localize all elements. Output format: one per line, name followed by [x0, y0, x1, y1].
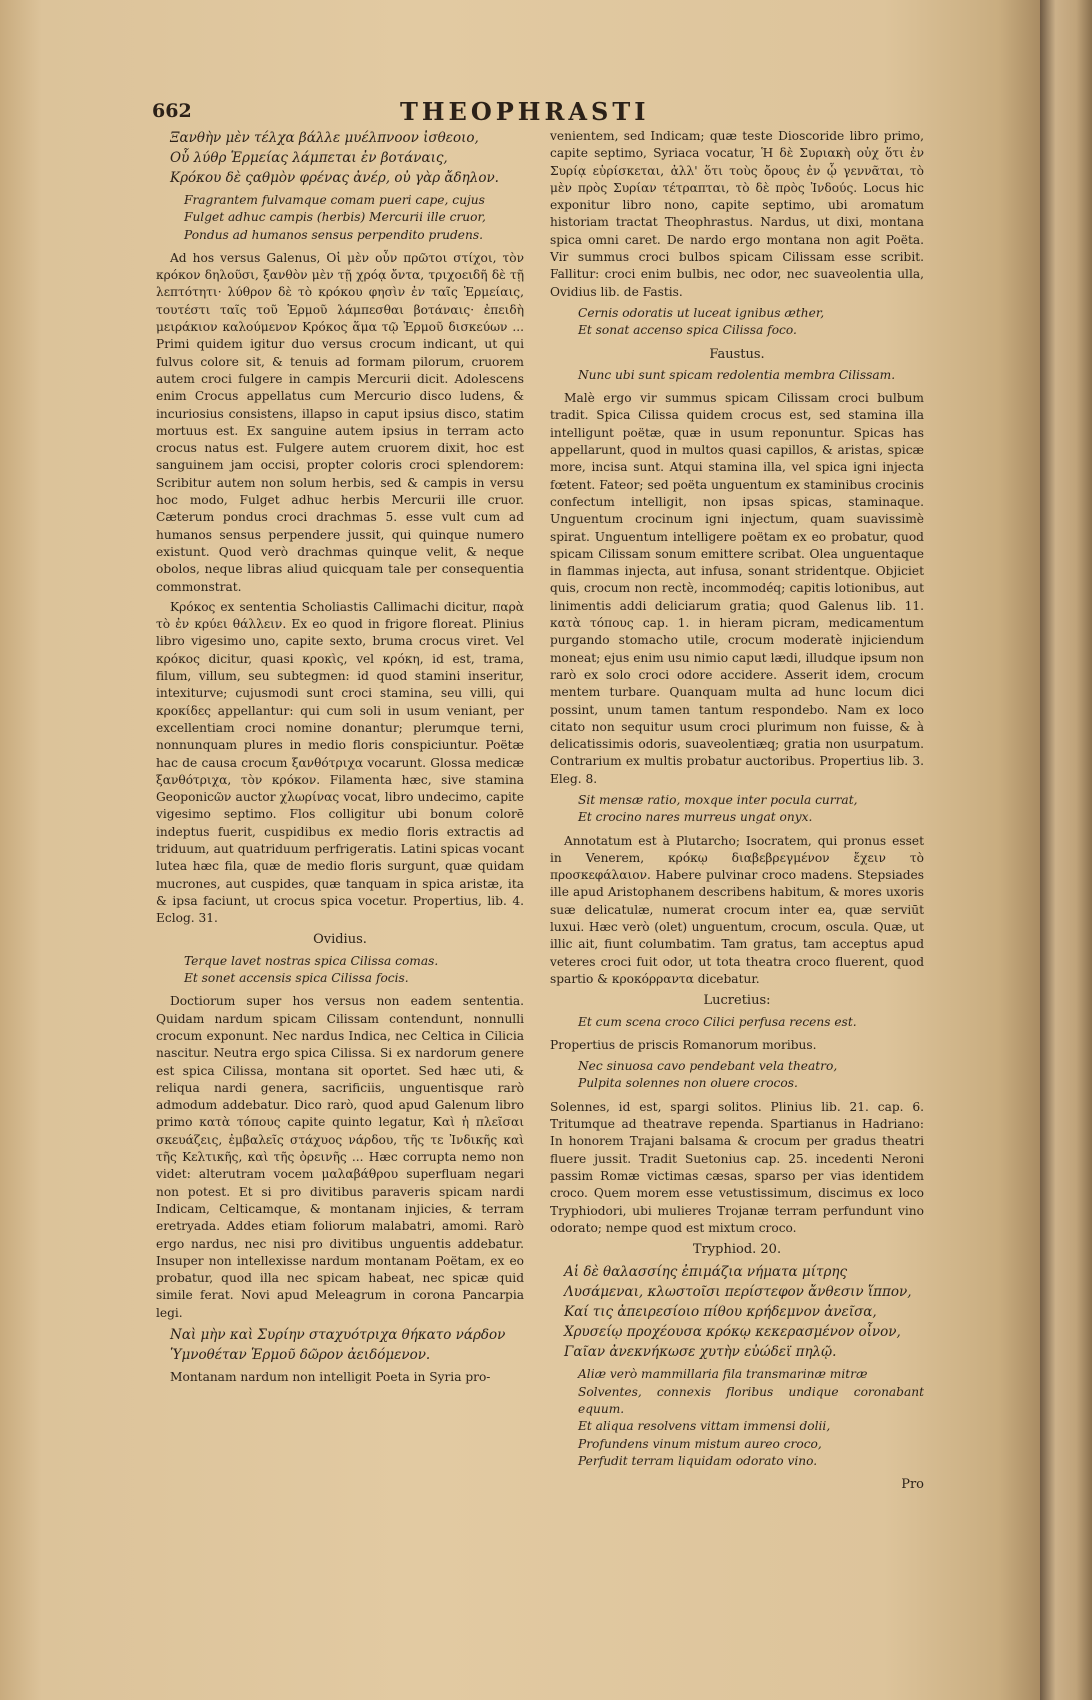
running-title: THEOPHRASTI: [400, 97, 650, 126]
verse-line: Et crocino nares murreus ungat onyx.: [578, 810, 813, 825]
latin-verse-block: [156, 192, 524, 244]
verse-line: Ξανθὴν μὲν τέλχα βάλλε μυέλπνοον ἰσθεοιο,: [170, 130, 479, 146]
left-column: [156, 128, 524, 1389]
verse-line: Et cum scena croco Cilici perfusa recens est.: [578, 1014, 857, 1029]
verse-line: Nec sinuosa cavo pendebant vela theatro,: [578, 1059, 838, 1074]
verse-line: Αἱ δὲ θαλασσίης ἐπιμάζια νήματα μίτρης: [564, 1264, 848, 1281]
verse-line: Ὑμνοθέταν Ἑρμοῦ δῶρον ἀειδόμενον.: [170, 1347, 431, 1363]
fasti-verse-block: [550, 305, 924, 340]
section-heading: Ovidius.: [313, 932, 367, 948]
paragraph: Κρόκος ex sententia Scholiastis Callimachi dicitur, παρὰ τὸ ἐν κρύει θάλλειν. Ex eo quod in frigore floreat. Plinius libro vigesimo uno, capite sexto, bruma crocus viret. Vel κρόκος dicitur, quasi κρoκὶς, vel κρόκη, id est, trama, filum, villum, seu subtegmen: id quod stamini inseritur, intexiturve; cujusmodi sunt croci stamina, seu villi, qui κροκίδες appellantur: qui cum soli in usum veniant, per excellentiam croci nomine donantur; plerumque terni, nonnunquam plures in medio floris conspiciuntur. Poëtæ hac de causa crocum ξανθότριχα vocarunt. Glossa medicæ ξανθότριχα, τὸν κρόκον. Filamenta hæc, sive stamina Geoponicῶν auctor χλωρίνας vocat, libro undecimo, capite vigesimo septimo. Flos colligitur ubi bonum colorē indeptus fuerit, cuspidibus ex medio floris extractis ad triduum, aut quatriduum perfrigeratis. Latini spicas vocant lutea hæc fila, quæ de medio floris surgunt, quæ quidam mucrones, aut cuspides, quæ tanquam in spica aristæ, ita & ipsa faciunt, ut crocus spica vocetur. Propertius, lib. 4. Eclog. 31.: [156, 599, 524, 926]
verse-line: Cernis odoratis ut luceat ignibus æther,: [578, 305, 825, 320]
verse-line: Profundens vinum mistum aureo croco,: [578, 1436, 822, 1451]
verse-line: Et aliqua resolvens vittam immensi dolii,: [578, 1419, 831, 1434]
page-number: 662: [152, 100, 192, 122]
paragraph: Montanam nardum non intelligit Poeta in Syria pro-: [170, 1370, 491, 1384]
verse-line: Λυσάμεναι, κλωστοῖσι περίστεφον ἄνθεσιν ἵππον,: [564, 1284, 912, 1301]
verse-line: Fulget adhuc campis (herbis) Mercurii ille cruor,: [184, 210, 486, 225]
verse-line: Solventes, connexis floribus undique coronabant equum.: [578, 1384, 924, 1416]
verse-line: Et sonat accenso spica Cilissa foco.: [578, 323, 797, 338]
verse-line: Et sonet accensis spica Cilissa focis.: [184, 971, 409, 986]
verse-line: Pulpita solennes non oluere crocos.: [578, 1076, 798, 1091]
verse-line: Pondus ad humanos sensus perpendito prudens.: [184, 227, 483, 242]
section-heading: Lucretius:: [703, 993, 771, 1009]
tryphiodorus-latin-block: [550, 1366, 924, 1470]
section-heading: Faustus.: [709, 346, 765, 362]
section-heading: Tryphiod. 20.: [692, 1242, 782, 1258]
ovid-verse-block: [156, 953, 524, 988]
paragraph: Doctiorum super hos versus non eadem sententia. Quidam nardum spicam Cilissam contendunt, nonnulli crocum exponunt. Nec nardus Indica, nec Celtica in Cilicia nascitur. Neutra ergo spica Cilissa. Si ex nardorum genere est spica Cilissa, montana sit oportet. Sed hæc uti, & reliqua nardi genera, sacrificiis, unguentisque rarò admodum addebatur. Dico rarò, quod apud Galenum libro primo κατὰ τόπους capite quinto legatur, Καὶ ἡ πλεῖσαι σκευάζεις, ἐμβαλεῖς στάχυος νάρδου, τῆς τε Ἰνδικῆς καὶ τῆς Κελτικῆς, καὶ τῆς ὀρεινῆς ... Hæc corrupta nemo non videt: alterutram vocem μαλαβάθρου superfluam negari non potest. Et si pro divitibus paraveris spicam nardi Indicam, Celticamque, & montanam injicies, & terram eretryada. Addes etiam foliorum malabatri, amomi. Rarò ergo nardus, nec nisi pro divitibus unguentis addebatur. Insuper non intellexisse nardum montanam Poëtam, ex eo probatur, quod illa nec spicam habeat, nec spicæ quid simile ferat. Novi apud Meleagrum in corona Pancarpia legi.: [156, 994, 524, 1320]
verse-line: Γαῖαν ἀνεκνήκωσε χυτὴν εὐώδεϊ πηλῷ.: [564, 1344, 837, 1361]
verse-line: Ναὶ μὴν καὶ Συρίην σταχυότριχα θήκατο νάρδον: [170, 1327, 506, 1343]
verse-line: Nunc ubi sunt spicam redolentia membra Cilissam.: [578, 367, 896, 382]
verse-line: Aliæ verò mammillaria fila transmarinæ mitræ: [578, 1367, 868, 1382]
paragraph: venientem, sed Indicam; quæ teste Dioscoride libro primo, capite septimo, Syriaca vocatur, Ἡ δὲ Συριακὴ οὐχ ὅτι ἐν Συρίᾳ εὑρίσκεται, ἀλλ' ὅτι τοὺς ὄρους ἐν ᾧ γεννᾶται, τὸ μὲν πρὸς Συρίαν τέτραπται, τὸ δὲ πρὸς Ἰνδούς. Locus hic exponitur libro nono, capite septimo, ubi aromatum historiam tractat Theophrastus. Nardus, ut dixi, montana spica omni caret. De nardo ergo montana non agit Poëta. Vir summus croci bulbos spicam Cilissam esse scribit. Fallitur: croci enim bulbis, nec odor, nec suaveolentia ulla, Ovidius lib. de Fastis.: [550, 129, 924, 299]
paragraph: Solennes, id est, spargi solitos. Plinius lib. 21. cap. 6. Tritumque ad theatrave rependa. Spartianus in Hadriano: In honorem Trajani balsama & crocum per gradus theatri fluere jussit. Tradit Suetonius cap. 25. incedenti Neroni passim Romæ victimas cæsas, sparso per vias identidem croco. Quem morem esse vetustissimum, discimus ex loco Tryphiodori, ubi mulieres Trojanæ terram perfundunt vino odorato; nempe quod est mixtum croco.: [550, 1099, 924, 1235]
book-gutter: [1040, 0, 1092, 1700]
paragraph: Propertius de priscis Romanorum moribus.: [550, 1037, 817, 1052]
verse-line: Terque lavet nostras spica Cilissa comas.: [184, 953, 439, 968]
verse-line: Χρυσείῳ προχέουσα κρόκῳ κεκερασμένον οἶνον,: [564, 1324, 901, 1341]
verse-line: Οὗ λύθρ Ἑρμείας λάμπεται ἐν βοτάναις,: [170, 150, 448, 166]
verse-line: Καί τις ἀπειρεσίοιο πίθου κρήδεμνον ἀνεῖσα,: [564, 1304, 877, 1321]
verse-line: Κρόκου δὲ ςαθμὸν φρένας ἀνέρ, οὐ γὰρ ἄδηλον.: [170, 170, 499, 186]
verse-line: Fragrantem fulvamque comam pueri cape, cujus: [184, 193, 485, 207]
paragraph: Annotatum est à Plutarcho; Isocratem, qui pronus esset in Venerem, κρόκῳ διαβεβρεγμένον ἔχειν τὸ προσκεφάλαιον. Habere pulvinar croco madens. Stepsiades ille apud Aristophanem describens habitum, & mores uxoris suæ delicatulæ, numerat crocum inter ea, quæ serviūt luxui. Hæc verò (olet) unguentum, crocum, oscula. Quæ, ut illic ait, fiunt columbatim. Tam gratus, tam acceptus apud veteres croci fuit odor, ut tota theatra croco fluerent, quod spartio & κροκόρραντα dicebatur.: [550, 833, 924, 986]
faustus-verse: [550, 367, 924, 384]
right-column: [550, 128, 924, 1493]
verse-line: Perfudit terram liquidam odorato vino.: [578, 1453, 818, 1468]
meleager-verse-block: [156, 1325, 524, 1365]
paragraph: Malè ergo vir summus spicam Cilissam croci bulbum tradit. Spica Cilissa quidem crocus est, sed stamina illa intelligunt poëtæ, quæ in usum reponuntur. Spicas has appellarunt, quod in multos quasi capillos, & aristas, spicæ more, incisa sunt. Atqui stamina illa, vel spica igni injecta fœtent. Fateor; sed poëta unguentum ex staminibus crocinis confectum intelligit, non ipsas spicas, staminaque. Unguentum crocinum igni injectum, quam suavissimè spirat. Unguentum intelligere poëtam ex eo probatur, quod spicam Cilissam sonum emittere scribat. Olea unguentaque in flammas injecta, aut infusa, sonant stridentque. Objiciet quis, crocum non rectè, incommodéq; capitis lotionibus, aut linimentis addi deliciarum gratia; quod Galenus lib. 11. κατὰ τόπους cap. 1. in hieram picram, medicamentum purgando stomacho utile, crocum moderatè injiciendum moneat; ejus enim usu nimio caput lædi, illudque ipsum non rarò ex solo croci odore accidere. Asserit idem, crocum mentem turbare. Quanquam multa ad hunc locum dici possint, unum tamen tantum respondebo. Nam ex loco citato non sequitur usum croci plurimum non fuisse, & à delicatissimis odoris, suaveolentiæq; gratia non usurpatum. Contrarium ex multis probatur auctoribus. Propertius lib. 3. Eleg. 8.: [550, 391, 924, 786]
paragraph: Ad hos versus Galenus, Οἱ μὲν οὖν πρῶτοι στίχοι, τὸν κρόκον δηλοῦσι, ξανθὸν μὲν τῇ χρόᾳ ὄντα, τριχοειδῆ δὲ τῇ λεπτότητι· λύθρον δὲ τὸ κρόκου φησὶν ἐν ταῖς Ἑρμείαις, τουτέστι ταῖς τοῦ Ἑρμοῦ λάμπεσθαι βοτάναις· ἐπειδὴ μειράκιον καλούμενον Κρόκος ἅμα τῷ Ἑρμοῦ δισκεύων ... Primi quidem igitur duo versus crocum indicant, ut qui fulvus colore sit, & tenuis ad formam pilorum, cruorem autem croci fulgere in campis Mercurii dicit. Adolescens enim Crocus appellatus cum Mercurio disco ludens, & incuriosius consistens, illapso in caput ipsius disco, statim mortuus est. Ex sanguine autem ipsius in terram acto crocus natus est. Fulgere autem cruorem dixit, hoc est sanguinem jam occisi, propter coloris croci splendorem: Scribitur autem non solum herbis, sed & campis in versu hoc modo, Fulget adhuc herbis Mercurii ille cruor. Cæterum pondus croci drachmas 5. esse vult cum ad humanos sensus perpendere jussit, qui quinque numero existunt. Quod verò drachmas quinque velit, & neque obolos, neque libras aliud quicquam tale per consequentia commonstrat.: [156, 250, 524, 594]
greek-verse-block: [156, 128, 524, 188]
tryphiodorus-greek-block: [550, 1262, 924, 1362]
verse-line: Sit mensæ ratio, moxque inter pocula currat,: [578, 792, 858, 807]
propertius2-verse-block: [550, 1058, 924, 1093]
catchword: Pro: [901, 1477, 924, 1493]
lucretius-verse: [550, 1014, 924, 1031]
propertius-verse-block: [550, 792, 924, 827]
